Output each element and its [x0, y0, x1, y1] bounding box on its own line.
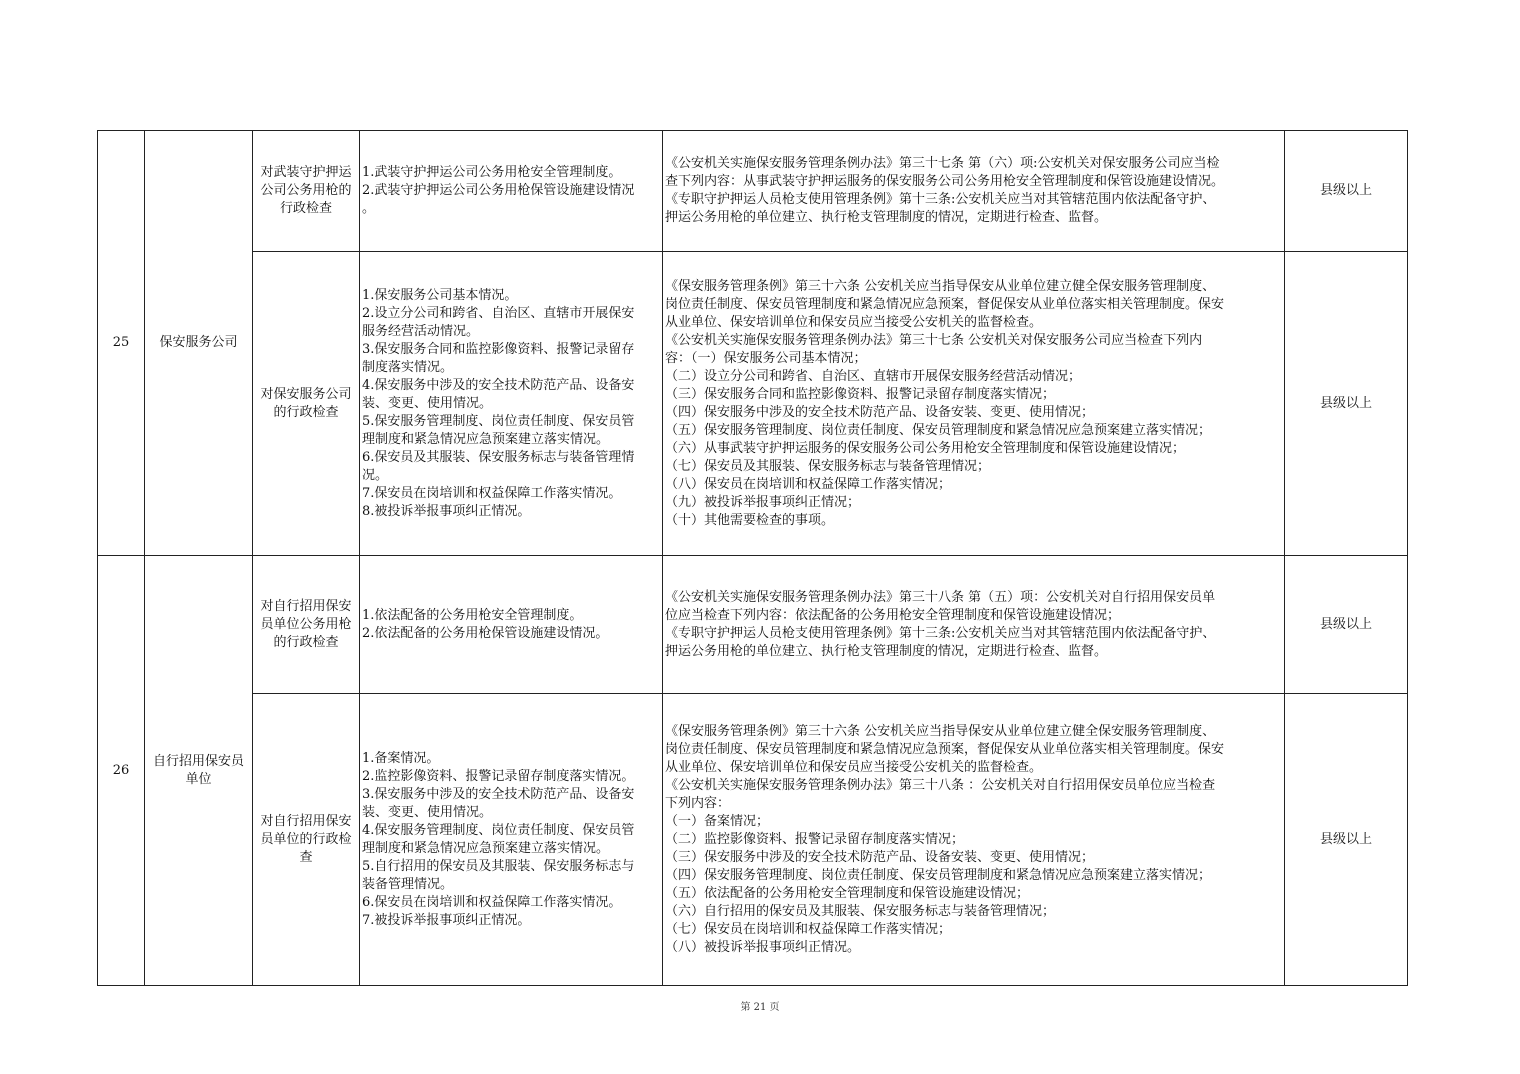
- authority-level-cell: 县级以上: [1285, 252, 1408, 556]
- inspection-table: [97, 130, 1408, 986]
- item-content-cell: 1.保安服务公司基本情况。 2.设立分公司和跨省、自治区、直辖市开展保安 服务经营活动情况。 3.保安服务合同和监控影像资料、报警记录留存 制度落实情况。 4.保安服务中涉及的安全技术防范产品、设备安 装、变更、使用情况。 5.保安服务管理制度、岗位责任制度、保安员管 理制度和紧急情况应急预案建立落实情况。 6.保安员及其服装、保安服务标志与装备管理情 况。 7.保安员在岗培训和权益保障工作落实情况。 8.被投诉举报事项纠正情况。: [360, 252, 663, 556]
- item-name-cell: 对武装守护押运 公司公务用枪的 行政检查: [253, 131, 360, 252]
- page-number: 第 21 页: [740, 1002, 780, 1013]
- legal-basis-cell: 《公安机关实施保安服务管理条例办法》第三十七条 第（六）项:公安机关对保安服务公司应当检 查下列内容：从事武装守护押运服务的保安服务公司公务用枪安全管理制度和保管设施建设情况。 《专职守护押运人员枪支使用管理条例》第十三条:公安机关应当对其管辖范围内依法配备守护、 押运公务用枪的单位建立、执行枪支管理制度的情况，定期进行检查、监督。: [663, 131, 1285, 252]
- item-name-cell: 对保安服务公司 的行政检查: [253, 252, 360, 556]
- subject-cell: 保安服务公司: [145, 131, 253, 556]
- item-name-cell: 对自行招用保安 员单位的行政检 查: [253, 694, 360, 986]
- authority-level-cell: 县级以上: [1285, 694, 1408, 986]
- table-row: [98, 131, 1408, 252]
- item-content-cell: 1.备案情况。 2.监控影像资料、报警记录留存制度落实情况。 3.保安服务中涉及的安全技术防范产品、设备安 装、变更、使用情况。 4.保安服务管理制度、岗位责任制度、保安员管 理制度和紧急情况应急预案建立落实情况。 5.自行招用的保安员及其服装、保安服务标志与 装备管理情况。 6.保安员在岗培训和权益保障工作落实情况。 7.被投诉举报事项纠正情况。: [360, 694, 663, 986]
- row-number: 25: [98, 131, 145, 556]
- authority-level-cell: 县级以上: [1285, 556, 1408, 694]
- table-row: [98, 694, 1408, 986]
- legal-basis-cell: 《公安机关实施保安服务管理条例办法》第三十八条 第（五）项：公安机关对自行招用保安员单 位应当检查下列内容：依法配备的公务用枪安全管理制度和保管设施建设情况； 《专职守护押运人员枪支使用管理条例》第十三条:公安机关应当对其管辖范围内依法配备守护、 押运公务用枪的单位建立、执行枪支管理制度的情况，定期进行检查、监督。: [663, 556, 1285, 694]
- item-content-cell: 1.依法配备的公务用枪安全管理制度。 2.依法配备的公务用枪保管设施建设情况。: [360, 556, 663, 694]
- authority-level-cell: 县级以上: [1285, 131, 1408, 252]
- item-name-cell: 对自行招用保安 员单位公务用枪 的行政检查: [253, 556, 360, 694]
- subject-cell: 自行招用保安员 单位: [145, 556, 253, 986]
- row-number: 26: [98, 556, 145, 986]
- legal-basis-cell: 《保安服务管理条例》第三十六条 公安机关应当指导保安从业单位建立健全保安服务管理制度、 岗位责任制度、保安员管理制度和紧急情况应急预案，督促保安从业单位落实相关管理制度。保安 从业单位、保安培训单位和保安员应当接受公安机关的监督检查。 《公安机关实施保安服务管理条例办法》第三十八条 ：公安机关对自行招用保安员单位应当检查 下列内容： （一）备案情况； （二）监控影像资料、报警记录留存制度落实情况； （三）保安服务中涉及的安全技术防范产品、设备安装、变更、使用情况； （四）保安服务管理制度、岗位责任制度、保安员管理制度和紧急情况应急预案建立落实情况； （五）依法配备的公务用枪安全管理制度和保管设施建设情况； （六）自行招用的保安员及其服装、保安服务标志与装备管理情况； （七）保安员在岗培训和权益保障工作落实情况； （八）被投诉举报事项纠正情况。: [663, 694, 1285, 986]
- legal-basis-cell: 《保安服务管理条例》第三十六条 公安机关应当指导保安从业单位建立健全保安服务管理制度、 岗位责任制度、保安员管理制度和紧急情况应急预案，督促保安从业单位落实相关管理制度。保安 从业单位、保安培训单位和保安员应当接受公安机关的监督检查。 《公安机关实施保安服务管理条例办法》第三十七条 公安机关对保安服务公司应当检查下列内 容：（一）保安服务公司基本情况； （二）设立分公司和跨省、自治区、直辖市开展保安服务经营活动情况； （三）保安服务合同和监控影像资料、报警记录留存制度落实情况； （四）保安服务中涉及的安全技术防范产品、设备安装、变更、使用情况； （五）保安服务管理制度、岗位责任制度、保安员管理制度和紧急情况应急预案建立落实情况； （六）从事武装守护押运服务的保安服务公司公务用枪安全管理制度和保管设施建设情况； （七）保安员及其服装、保安服务标志与装备管理情况； （八）保安员在岗培训和权益保障工作落实情况； （九）被投诉举报事项纠正情况； （十）其他需要检查的事项。: [663, 252, 1285, 556]
- item-content-cell: 1.武装守护押运公司公务用枪安全管理制度。 2.武装守护押运公司公务用枪保管设施建设情况 。: [360, 131, 663, 252]
- table-row: [98, 556, 1408, 694]
- table-row: [98, 252, 1408, 556]
